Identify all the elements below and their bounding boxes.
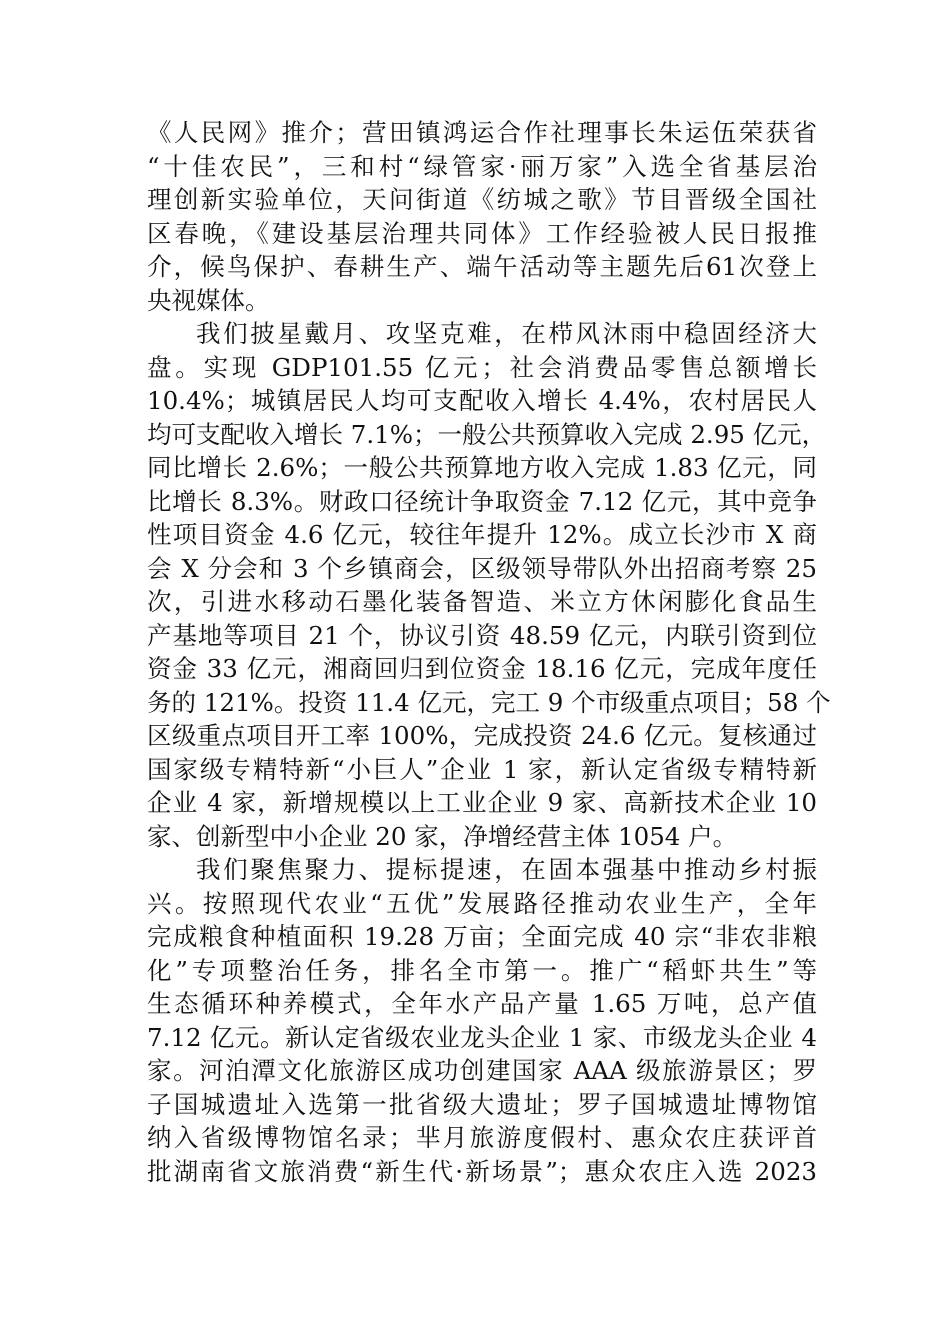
text-line: 完成粮食种植面积 19.28 万亩；全面完成 40 宗“非农非粮	[147, 922, 817, 951]
text-line: 务的 121%。投资 11.4 亿元，完工 9 个市级重点项目；58 个	[147, 687, 831, 717]
text-line: 国家级专精特新“小巨人”企业 1 家，新认定省级专精特新	[147, 754, 817, 784]
text-line: 比增长 8.3%。财政口径统计争取资金 7.12 亿元，其中竞争	[147, 486, 817, 516]
text-line: 理创新实验单位，天问街道《纺城之歌》节目晋级全国社	[147, 185, 817, 214]
text-line: 资金 33 亿元，湘商回归到位资金 18.16 亿元，完成年度任	[147, 654, 817, 683]
text-line: 兴。按照现代农业“五优”发展路径推动农业生产，全年	[147, 888, 817, 918]
text-line: 子国城遗址入选第一批省级大遗址；罗子国城遗址博物馆	[147, 1089, 817, 1119]
text-line: 10.4%；城镇居民人均可支配收入增长 4.4%，农村居民人	[147, 386, 817, 415]
text-line: 家、创新型中小企业 20 家，净增经营主体 1054 户。	[147, 821, 738, 851]
text-line: 同比增长 2.6%；一般公共预算地方收入完成 1.83 亿元，同	[147, 453, 817, 482]
document-body	[147, 116, 831, 1188]
text-line: 纳入省级博物馆名录；芈月旅游度假村、惠众农庄获评首	[147, 1123, 817, 1152]
text-line: 次，引进水移动石墨化装备智造、米立方休闲膨化食品生	[147, 587, 817, 616]
paragraph-rural-revitalization	[147, 853, 817, 1188]
text-line: 央视媒体。	[147, 285, 270, 315]
text-line: 企业 4 家，新增规模以上工业企业 9 家、高新技术企业 10	[147, 788, 817, 817]
paragraph-media-recognition	[147, 116, 817, 317]
paragraph-economy	[147, 317, 831, 853]
text-line: 家。河泊潭文化旅游区成功创建国家 AAA 级旅游景区；罗	[147, 1056, 817, 1085]
text-line: 生态循环种养模式，全年水产品产量 1.65 万吨，总产值	[147, 989, 817, 1018]
text-line: 性项目资金 4.6 亿元，较往年提升 12%。成立长沙市 X 商	[147, 520, 817, 549]
text-line: 我们披星戴月、攻坚克难，在栉风沐雨中稳固经济大	[196, 319, 817, 348]
text-line: 产基地等项目 21 个，协议引资 48.59 亿元，内联引资到位	[147, 620, 817, 650]
text-line: 批湖南省文旅消费“新生代·新场景”；惠众农庄入选 2023	[147, 1156, 817, 1186]
text-line: “十佳农民”，三和村“绿管家·丽万家”入选全省基层治	[147, 151, 817, 181]
text-line: 介，候鸟保护、春耕生产、端午活动等主题先后61次登上	[147, 252, 817, 281]
text-line: 7.12 亿元。新认定省级农业龙头企业 1 家、市级龙头企业 4	[147, 1022, 817, 1052]
text-line: 化”专项整治任务，排名全市第一。推广“稻虾共生”等	[147, 955, 817, 985]
text-line: 《人民网》推介；营田镇鸿运合作社理事长朱运伍荣获省	[147, 118, 817, 147]
text-line: 区级重点项目开工率 100%，完成投资 24.6 亿元。复核通过	[147, 721, 817, 750]
text-line: 区春晚，《建设基层治理共同体》工作经验被人民日报推	[147, 218, 817, 248]
text-line: 我们聚焦聚力、提标提速，在固本强基中推动乡村振	[196, 855, 817, 884]
text-line: 盘。实现 GDP101.55 亿元；社会消费品零售总额增长	[147, 352, 817, 382]
text-line: 均可支配收入增长 7.1%；一般公共预算收入完成 2.95 亿元，	[147, 419, 827, 449]
text-line: 会 X 分会和 3 个乡镇商会，区级领导带队外出招商考察 25	[147, 553, 817, 583]
